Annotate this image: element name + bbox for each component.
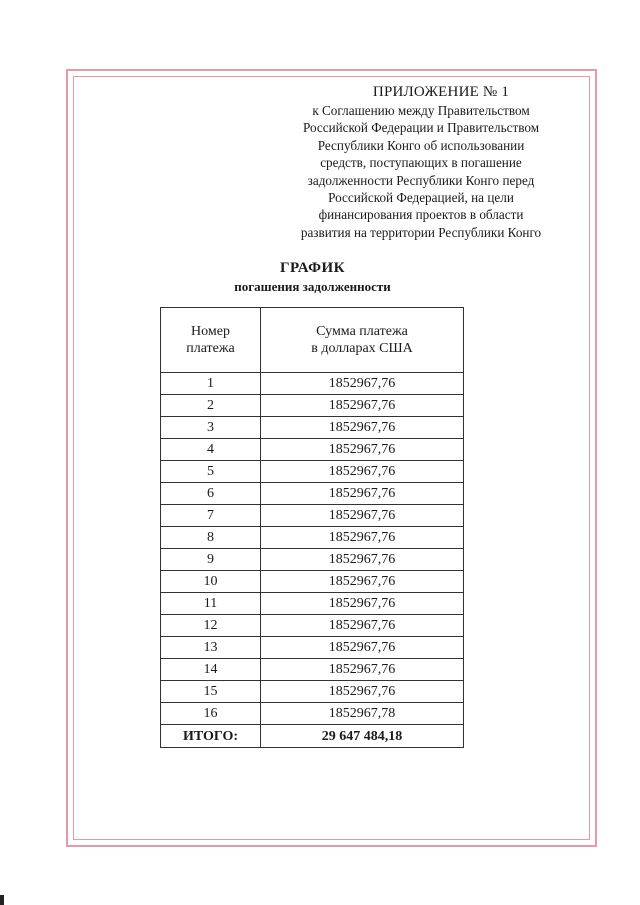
header-payment-number: Номер платежа — [161, 308, 261, 373]
appendix-line: развития на территории Республики Конго — [300, 224, 542, 240]
payment-amount: 1852967,76 — [261, 417, 464, 439]
payment-number: 6 — [161, 483, 261, 505]
table-row — [161, 483, 464, 505]
payment-number: 12 — [161, 615, 261, 637]
table-row — [161, 527, 464, 549]
table-row — [161, 593, 464, 615]
payment-amount: 1852967,76 — [261, 681, 464, 703]
payment-number: 13 — [161, 637, 261, 659]
table-row — [161, 637, 464, 659]
table-row — [161, 571, 464, 593]
table-row — [161, 373, 464, 395]
payment-amount: 1852967,76 — [261, 593, 464, 615]
payment-amount: 1852967,76 — [261, 549, 464, 571]
payment-number: 16 — [161, 703, 261, 725]
table-row — [161, 659, 464, 681]
payment-amount: 1852967,76 — [261, 615, 464, 637]
table-row — [161, 681, 464, 703]
payment-amount: 1852967,78 — [261, 703, 464, 725]
schedule-subtitle: погашения задолженности — [234, 279, 391, 294]
payment-number: 3 — [161, 417, 261, 439]
table-total-row — [161, 725, 464, 748]
appendix-text — [290, 102, 552, 241]
payment-amount: 1852967,76 — [261, 571, 464, 593]
payment-amount: 1852967,76 — [261, 527, 464, 549]
appendix-line: к Соглашению между Правительством — [312, 103, 530, 118]
payment-number: 14 — [161, 659, 261, 681]
payment-amount: 1852967,76 — [261, 373, 464, 395]
payment-number: 8 — [161, 527, 261, 549]
appendix-title: ПРИЛОЖЕНИЕ № 1 — [372, 84, 510, 100]
payment-number: 2 — [161, 395, 261, 417]
table-row — [161, 461, 464, 483]
schedule-title: ГРАФИК — [279, 260, 346, 276]
payment-number: 4 — [161, 439, 261, 461]
payment-number: 7 — [161, 505, 261, 527]
total-value: 29 647 484,18 — [261, 725, 464, 748]
appendix-block — [290, 82, 552, 241]
header-payment-amount: Сумма платежа в долларах США — [261, 308, 464, 373]
payment-number: 11 — [161, 593, 261, 615]
total-label: ИТОГО: — [161, 725, 261, 748]
table-row — [161, 615, 464, 637]
payment-number: 9 — [161, 549, 261, 571]
appendix-line: Республики Конго об использовании — [317, 137, 525, 153]
payment-amount: 1852967,76 — [261, 659, 464, 681]
appendix-line: финансирования проектов в области — [318, 207, 524, 223]
payment-schedule-table — [160, 307, 464, 748]
appendix-line: Российской Федерацией, на цели — [328, 190, 514, 206]
payment-amount: 1852967,76 — [261, 483, 464, 505]
table-row — [161, 549, 464, 571]
payment-number: 10 — [161, 571, 261, 593]
appendix-line: Российской Федерации и Правительством — [302, 120, 540, 136]
schedule-heading — [200, 258, 425, 296]
payment-amount: 1852967,76 — [261, 395, 464, 417]
payment-amount: 1852967,76 — [261, 505, 464, 527]
payment-amount: 1852967,76 — [261, 461, 464, 483]
payment-amount: 1852967,76 — [261, 637, 464, 659]
scan-edge-mark — [0, 895, 4, 905]
payment-number: 1 — [161, 373, 261, 395]
payment-amount: 1852967,76 — [261, 439, 464, 461]
payment-number: 15 — [161, 681, 261, 703]
table-row — [161, 417, 464, 439]
table-row — [161, 703, 464, 725]
table-row — [161, 505, 464, 527]
payment-number: 5 — [161, 461, 261, 483]
appendix-line: задолженности Республики Конго перед — [307, 172, 535, 188]
table-row — [161, 395, 464, 417]
table-row — [161, 439, 464, 461]
table-header-row — [161, 308, 464, 373]
appendix-line: средств, поступающих в погашение — [320, 155, 522, 171]
